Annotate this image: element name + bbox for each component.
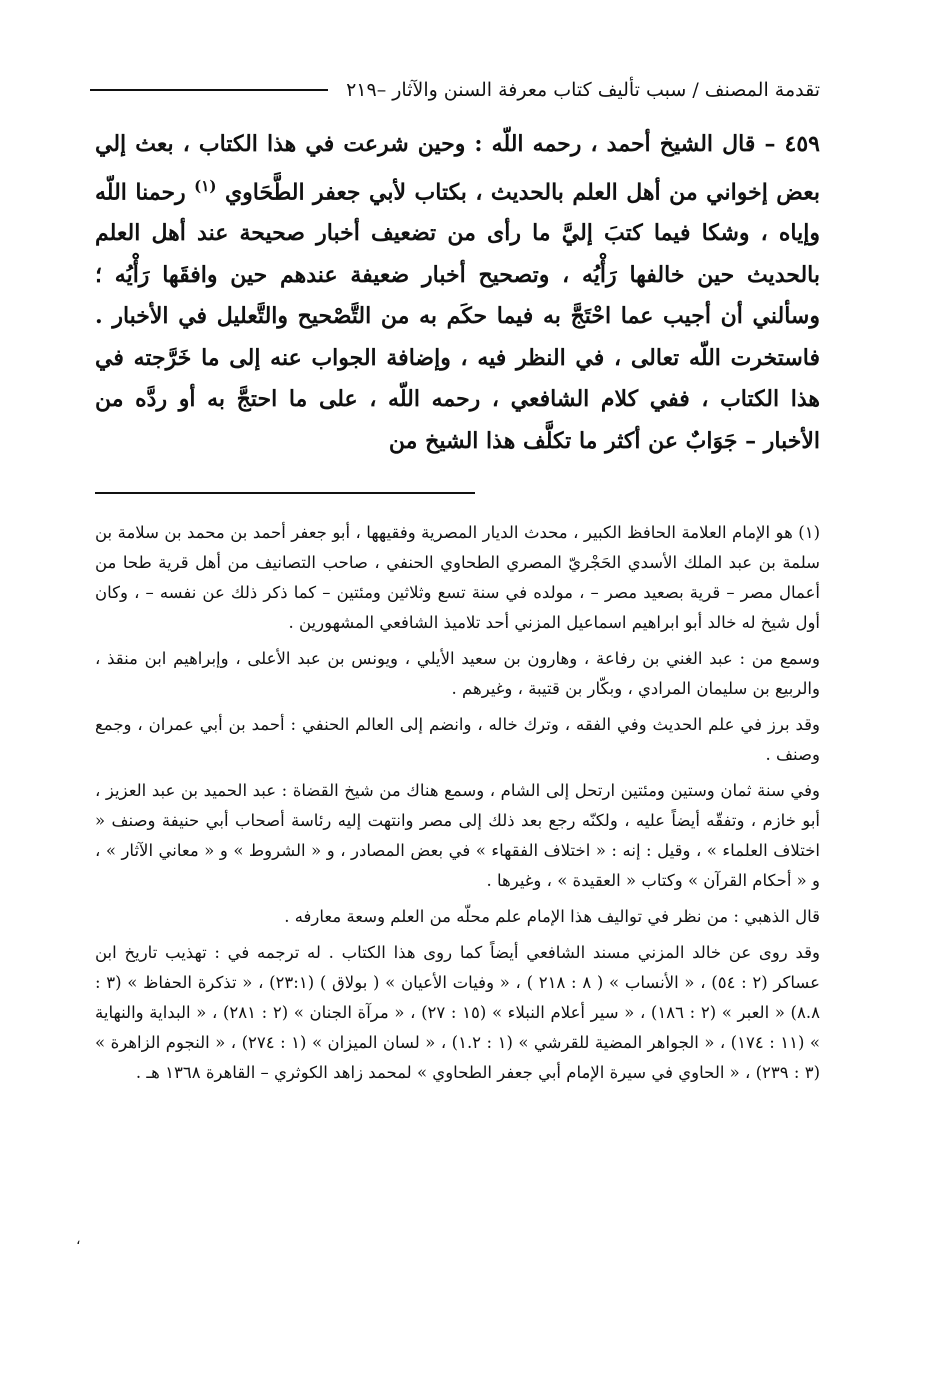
footnote-reference[interactable]: (١)	[194, 176, 217, 195]
footnote-paragraph: وقد برز في علم الحديث وفي الفقه ، وترك خاله ، وانضم إلى العالم الحنفي : أحمد بن أبي عمران ، وجمع وصنف .	[95, 715, 820, 764]
footnote-separator	[95, 492, 475, 494]
header-title: تقدمة المصنف / سبب تأليف كتاب معرفة السنن والآثار –٢١٩	[346, 79, 820, 101]
footnote-paragraph: وقد روى عن خالد المزني مسند الشافعي أيضاً كما روى هذا الكتاب . له ترجمه في : تهذيب تاريخ ابن عساكر (٢ : ٥٤) ، « الأنساب » ( ٨ : ٢١٨ ) ، « وفيات الأعيان » ( بولاق ) (٢٣:١) ، « تذكرة الحفاظ » (٣ : ٨.٨) « العبر » (٢ : ١٨٦) ، « سير أعلام النبلاء » (١٥ : ٢٧) ، « مرآة الجنان » (٢ : ٢٨١) ، « البداية والنهاية » (١١ : ١٧٤) ، « الجواهر المضية للقرشي » (١ : ١.٢) ، « لسان الميزان » (١ : ٢٧٤) ، « النجوم الزاهرة » (٣ : ٢٣٩) ، « الحاوي في سيرة الإمام أبي جعفر الطحاوي » لمحمد زاهد الكوثري – القاهرة ١٣٦٨ هـ .	[95, 943, 820, 1082]
footnote-1: (١) هو الإمام العلامة الحافظ الكبير ، محدث الديار المصرية وفقيهها ، أبو جعفر أحمد بن محمد بن سلامة بن سلمة بن عبد الملك الأسدي الحَجْريّ المصري الطحاوي الحنفي ، صاحب التصانيف من أهل قرية طحا من أعمال مصر – قرية بصعيد مصر – ، مولده في سنة تسع وثلاثين ومئتين – كما ذكر ذلك عن نفسه – ، وكان أول شيخ له خالد أبو ابراهيم اسماعيل المزني أحد تلاميذ الشافعي المشهورين .	[95, 523, 820, 632]
main-text	[95, 124, 820, 462]
paragraph-text: ٤٥٩ – قال الشيخ أحمد ، رحمه اللّه : وحين شرعت في هذا الكتاب ، بعث إلي بعض إخواني من أهل العلم بالحديث ، بكتاب لأبي جعفر الطَّحَاوي	[95, 131, 820, 205]
header-rule	[90, 89, 328, 91]
margin-mark: ،	[76, 1232, 81, 1248]
running-header	[90, 72, 820, 108]
footnote-paragraph: وفي سنة ثمان وستين ومئتين ارتحل إلى الشام ، وسمع هناك من شيخ القضاة : عبد الحميد بن عبد العزيز ، أبو خازم ، وتفقّه أيضاً عليه ، ولكنّه رجع بعد ذلك إلى مصر وانتهت إليه رئاسة أصحاب أبي حنيفة وصنف « اختلاف العلماء » ، وقيل : إنه : « اختلاف الفقهاء » في بعض المصادر ، و « الشروط » و « معاني الآثار » ، و « أحكام القرآن » وكتاب « العقيدة » ، وغيرها .	[95, 781, 820, 890]
footnote-paragraph: قال الذهبي : من نظر في تواليف هذا الإمام علم محلّه من العلم وسعة معارفه .	[284, 907, 820, 926]
paragraph-continuation: رحمنا اللّه وإياه ، وشكا فيما كتبَ إليَّ ما رأى من تضعيف أخبار صحيحة عند أهل العلم بالحديث حين خالفها رَأْيُه ، وتصحيح أخبار ضعيفة عندهم حين وافقَها رَأْيُه ؛ وسألني أن أجيب عما احْتَجَّ به فيما حكَم به من التَّصْحيح والتَّعليل في الأخبار . فاستخرت اللّه تعالى ، في النظر فيه ، وإضافة الجواب عنه إلى ما خَرَّجته في هذا الكتاب ، ففي كلام الشافعي ، رحمه اللّه ، على ما احتجَّ به أو ردَّه من الأخبار – جَوَابٌ عن أكثر ما تكلَّف هذا الشيخ من	[95, 178, 820, 454]
paragraph-459	[95, 124, 820, 462]
footnote-paragraph: وسمع من : عبد الغني بن رفاعة ، وهارون بن سعيد الأيلي ، ويونس بن عبد الأعلى ، وإبراهيم ابن منقذ ، والربيع بن سليمان المرادي ، وبكّار بن قتيبة ، وغيرهم .	[95, 649, 820, 698]
footnotes	[95, 518, 820, 1094]
